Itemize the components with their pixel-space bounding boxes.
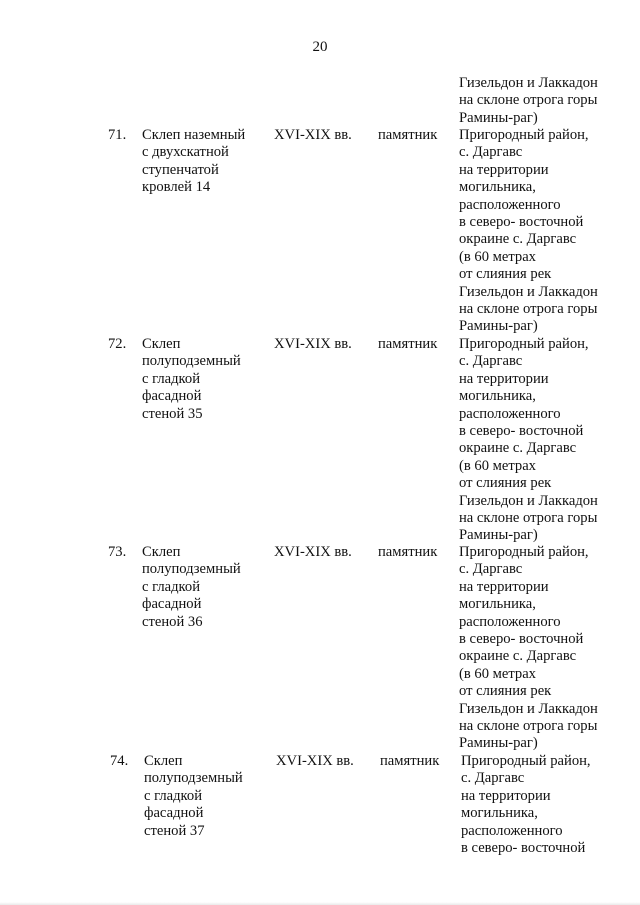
name-line: стеной 37	[144, 822, 205, 839]
name-line: кровлей 14	[142, 179, 211, 196]
location-line: на склоне отрога горы	[459, 718, 598, 735]
location-line: в северо- восточной	[459, 423, 584, 440]
entry-category: памятник	[378, 544, 438, 560]
location-line: с. Даргавс	[461, 770, 525, 787]
location-line: от слияния рек	[459, 683, 552, 700]
name-line: Склеп	[142, 336, 181, 352]
name-line: фасадной	[144, 805, 204, 822]
entry-number: 74.	[110, 753, 129, 769]
name-line: с гладкой	[142, 578, 201, 595]
location-line: в северо- восточной	[459, 214, 584, 231]
entry-number: 72.	[108, 336, 127, 352]
location-line: на территории	[461, 787, 551, 804]
name-line: полуподземный	[142, 353, 241, 370]
location-line: в северо- восточной	[461, 840, 586, 857]
entry-category: памятник	[378, 127, 438, 143]
location-line: Рамины-раг)	[459, 527, 538, 544]
location-line: окраине с. Даргавс	[459, 440, 577, 457]
name-line: Склеп	[142, 544, 181, 560]
location-line: на территории	[459, 161, 549, 178]
location-line: Пригородный район,	[459, 336, 589, 352]
entry-category: памятник	[378, 336, 438, 352]
page-number: 20	[312, 39, 328, 55]
location-line: (в 60 метрах	[459, 665, 536, 682]
name-line: фасадной	[142, 596, 202, 613]
name-line: ступенчатой	[142, 161, 219, 178]
location-line: Рамины-раг)	[459, 318, 538, 335]
location-line: Пригородный район,	[461, 753, 591, 769]
entry-number: 73.	[108, 544, 127, 560]
entry-location	[459, 544, 634, 753]
location-line: расположенного	[459, 405, 561, 422]
entry-location	[461, 753, 636, 857]
location-line: (в 60 метрах	[459, 248, 536, 265]
name-line: с двухскатной	[142, 144, 229, 161]
location-line: Пригородный район,	[459, 544, 589, 560]
location-line: с. Даргавс	[459, 144, 523, 161]
location-line: Гизельдон и Лаккадон	[459, 283, 598, 300]
entry-location	[459, 127, 634, 336]
entry-dating: XVI-XIX вв.	[274, 336, 352, 352]
location-line: от слияния рек	[459, 266, 552, 283]
entry-dating: XVI-XIX вв.	[276, 753, 354, 769]
entry-name	[144, 753, 269, 840]
location-line: могильника,	[461, 805, 538, 822]
entry-name	[142, 544, 267, 631]
location-line: от слияния рек	[459, 475, 552, 492]
location-line: Гизельдон и Лаккадон	[459, 75, 598, 91]
name-line: Склеп наземный	[142, 127, 246, 143]
location-line: Гизельдон и Лаккадон	[459, 700, 598, 717]
entry-name	[142, 127, 267, 197]
location-line: (в 60 метрах	[459, 457, 536, 474]
name-line: с гладкой	[142, 370, 201, 387]
location-line: на территории	[459, 578, 549, 595]
location-line: расположенного	[461, 822, 563, 839]
name-line: фасадной	[142, 388, 202, 405]
location-line: на склоне отрога горы	[459, 92, 598, 109]
location-line: в северо- восточной	[459, 631, 584, 648]
location-line: на склоне отрога горы	[459, 510, 598, 527]
entry-location	[459, 336, 634, 545]
location-line: окраине с. Даргавс	[459, 648, 577, 665]
name-line: Склеп	[144, 753, 183, 769]
entry-dating: XVI-XIX вв.	[274, 544, 352, 560]
name-line: полуподземный	[144, 770, 243, 787]
name-line: стеной 35	[142, 405, 203, 422]
entry-number: 71.	[108, 127, 127, 143]
name-line: стеной 36	[142, 613, 203, 630]
name-line: с гладкой	[144, 787, 203, 804]
entry-name	[142, 336, 267, 423]
entry-dating: XVI-XIX вв.	[274, 127, 352, 143]
location-line: на склоне отрога горы	[459, 301, 598, 318]
location-line: расположенного	[459, 196, 561, 213]
location-line: могильника,	[459, 596, 536, 613]
location-line: Пригородный район,	[459, 127, 589, 143]
location-line: могильника,	[459, 388, 536, 405]
entry-category: памятник	[380, 753, 440, 769]
location-line: на территории	[459, 370, 549, 387]
continued-location	[459, 75, 634, 127]
name-line: полуподземный	[142, 561, 241, 578]
location-line: могильника,	[459, 179, 536, 196]
location-line: Гизельдон и Лаккадон	[459, 492, 598, 509]
location-line: окраине с. Даргавс	[459, 231, 577, 248]
location-line: Рамины-раг)	[459, 735, 538, 752]
location-line: с. Даргавс	[459, 353, 523, 370]
location-line: Рамины-раг)	[459, 109, 538, 126]
location-line: расположенного	[459, 613, 561, 630]
location-line: с. Даргавс	[459, 561, 523, 578]
